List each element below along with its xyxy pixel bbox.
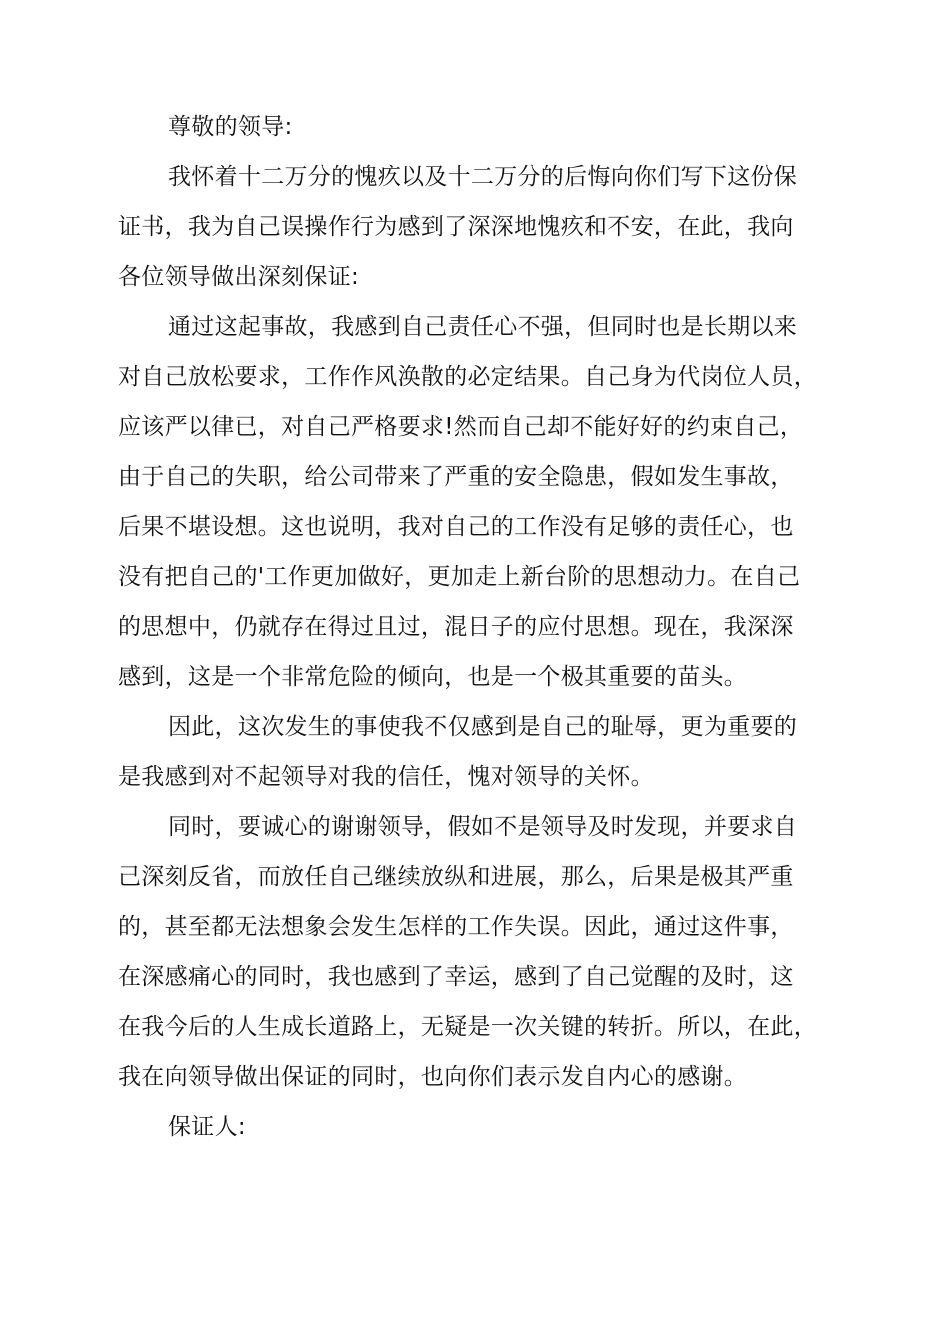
paragraph-1-line-2: 证书，我为自己误操作行为感到了深深地愧疚和不安，在此，我向	[118, 214, 794, 240]
signature-label: 保证人:	[168, 1114, 246, 1140]
paragraph-4-line-2: 己深刻反省，而放任自己继续放纵和进展，那么，后果是极其严重	[118, 864, 794, 890]
paragraph-2-line-5: 后果不堪设想。这也说明，我对自己的工作没有足够的责任心，也	[118, 514, 794, 540]
paragraph-4-line-1: 同时，要诚心的谢谢领导，假如不是领导及时发现，并要求自	[168, 814, 798, 840]
paragraph-4-line-3: 的，甚至都无法想象会发生怎样的工作失误。因此，通过这件事，	[118, 914, 794, 940]
paragraph-2-line-1: 通过这起事故，我感到自己责任心不强，但同时也是长期以来	[168, 314, 798, 340]
paragraph-4-line-6: 我在向领导做出保证的同时，也向你们表示发自内心的感谢。	[118, 1064, 748, 1090]
paragraph-2-line-8: 感到，这是一个非常危险的倾向，也是一个极其重要的苗头。	[118, 664, 748, 690]
paragraph-1-line-1: 我怀着十二万分的愧疚以及十二万分的后悔向你们写下这份保	[168, 164, 798, 190]
paragraph-2-line-6: 没有把自己的'工作更加做好，更加走上新台阶的思想动力。在自己	[118, 564, 801, 590]
paragraph-2-line-7: 的思想中，仍就存在得过且过，混日子的应付思想。现在，我深深	[118, 614, 794, 640]
paragraph-3-line-2: 是我感到对不起领导对我的信任，愧对领导的关怀。	[118, 764, 654, 790]
paragraph-2-line-3: 应该严以律已，对自己严格要求!然而自己却不能好好的约束自己，	[118, 414, 804, 440]
paragraph-4-line-5: 在我今后的人生成长道路上，无疑是一次关键的转折。所以，在此，	[118, 1014, 817, 1040]
paragraph-1-line-3: 各位领导做出深刻保证:	[118, 264, 360, 290]
paragraph-2-line-4: 由于自己的失职，给公司带来了严重的安全隐患，假如发生事故，	[118, 464, 794, 490]
paragraph-2-line-2: 对自己放松要求，工作作风涣散的必定结果。自己身为代岗位人员，	[118, 364, 817, 390]
greeting: 尊敬的领导:	[168, 114, 293, 140]
paragraph-4-line-4: 在深感痛心的同时，我也感到了幸运，感到了自己觉醒的及时，这	[118, 964, 794, 990]
paragraph-3-line-1: 因此，这次发生的事使我不仅感到是自己的耻辱，更为重要的	[168, 714, 798, 740]
